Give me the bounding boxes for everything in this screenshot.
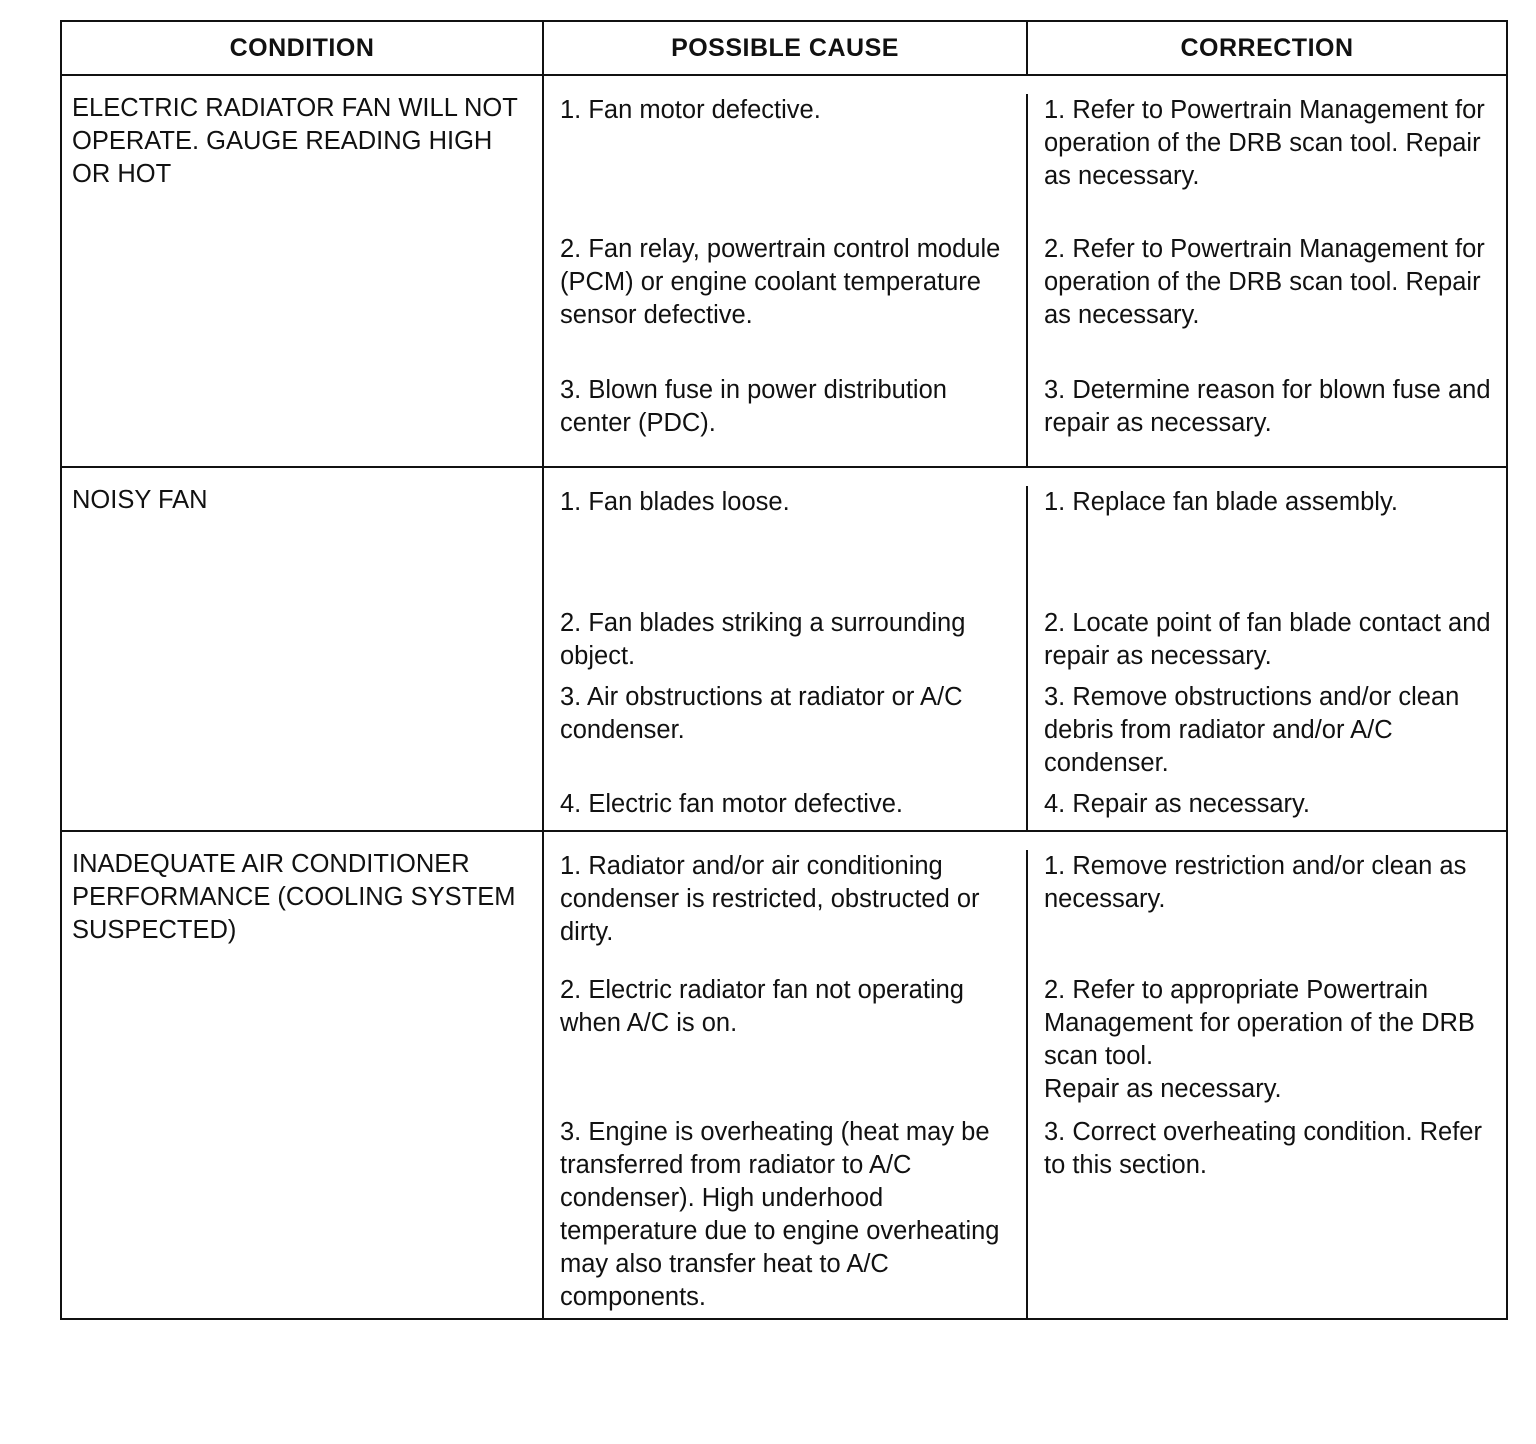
cause-cell — [544, 374, 1028, 466]
header-possible-cause: POSSIBLE CAUSE — [544, 22, 1028, 74]
correction-text: 2. Refer to Powertrain Management for operation of the DRB scan tool. Repair as necessary. — [1044, 235, 1485, 330]
cause-text: 3. Blown fuse in power distribution center (PDC). — [560, 376, 947, 438]
correction-text: 2. Refer to appropriate Powertrain Management for operation of the DRB scan tool. Repair as necessary. — [1044, 976, 1475, 1103]
cause-text: 1. Radiator and/or air conditioning condenser is restricted, obstructed or dirty. — [560, 852, 980, 946]
cause-correction-pair — [544, 233, 1506, 374]
correction-text: 2. Locate point of fan blade contact and repair as necessary. — [1044, 609, 1491, 671]
cause-cell — [544, 681, 1028, 788]
cause-cell — [544, 850, 1028, 974]
cause-text: 1. Fan motor defective. — [560, 96, 821, 124]
condition-cell: NOISY FAN — [62, 468, 544, 830]
correction-text: 1. Replace fan blade assembly. — [1044, 488, 1398, 516]
cause-text: 3. Air obstructions at radiator or A/C condenser. — [560, 682, 963, 744]
header-correction: CORRECTION — [1180, 33, 1354, 62]
condition-cell: ELECTRIC RADIATOR FAN WILL NOT OPERATE. GAUGE READING HIGH OR HOT — [62, 76, 544, 466]
header-condition: CONDITION — [62, 22, 544, 74]
table-header-row — [62, 22, 1506, 76]
cause-text: 2. Electric radiator fan not operating when A/C is on. — [560, 976, 964, 1037]
cause-text: 4. Electric fan motor defective. — [560, 790, 903, 819]
correction-cell — [1028, 374, 1506, 466]
cause-cell — [544, 607, 1028, 681]
correction-cell — [1028, 486, 1506, 607]
diagnosis-table — [60, 20, 1508, 1320]
cause-correction-pair — [544, 607, 1506, 681]
correction-cell — [1028, 233, 1506, 374]
cause-correction-pair — [544, 76, 1506, 233]
cause-text: 1. Fan blades loose. — [560, 488, 790, 516]
cause-text: 2. Fan blades striking a surrounding object. — [560, 609, 966, 671]
table-row — [62, 468, 1506, 832]
cause-cell — [544, 788, 1028, 830]
cause-cell — [544, 233, 1028, 374]
cause-correction-group — [544, 832, 1506, 1318]
correction-text: 1. Remove restriction and/or clean as necessary. — [1044, 852, 1467, 913]
correction-cell — [1028, 1116, 1506, 1318]
cause-correction-pair — [544, 788, 1506, 830]
correction-cell — [1028, 850, 1506, 974]
cause-cell — [544, 974, 1028, 1116]
correction-text: 1. Refer to Powertrain Management for operation of the DRB scan tool. Repair as necessary. — [1044, 96, 1485, 190]
condition-cell: INADEQUATE AIR CONDITIONER PERFORMANCE (COOLING SYSTEM SUSPECTED) — [62, 832, 544, 1318]
cause-correction-pair — [544, 374, 1506, 466]
cause-correction-group — [544, 76, 1506, 466]
cause-correction-pair — [544, 681, 1506, 788]
correction-cell — [1028, 607, 1506, 681]
cause-text: 2. Fan relay, powertrain control module (PCM) or engine coolant temperature sensor defective. — [560, 235, 1001, 330]
cause-cell — [544, 486, 1028, 607]
cause-correction-pair — [544, 974, 1506, 1116]
correction-cell — [1028, 94, 1506, 233]
correction-text: 4. Repair as necessary. — [1044, 790, 1310, 819]
correction-text: 3. Determine reason for blown fuse and repair as necessary. — [1044, 376, 1491, 438]
table-row — [62, 76, 1506, 468]
cause-correction-pair — [544, 468, 1506, 607]
cause-correction-group — [544, 468, 1506, 830]
correction-text: 3. Remove obstructions and/or clean debris from radiator and/or A/C condenser. — [1044, 682, 1460, 777]
correction-text: 3. Correct overheating condition. Refer to this section. — [1044, 1118, 1482, 1179]
table-row — [62, 832, 1506, 1318]
correction-cell — [1028, 974, 1506, 1116]
cause-correction-pair — [544, 832, 1506, 974]
correction-cell — [1028, 681, 1506, 788]
cause-cell — [544, 1116, 1028, 1318]
cause-correction-pair — [544, 1116, 1506, 1318]
correction-cell — [1028, 788, 1506, 830]
cause-cell — [544, 94, 1028, 233]
cause-text: 3. Engine is overheating (heat may be transferred from radiator to A/C condenser). High underhood temperature due to engine overheating may also transfer heat to A/C components. — [560, 1118, 1000, 1311]
